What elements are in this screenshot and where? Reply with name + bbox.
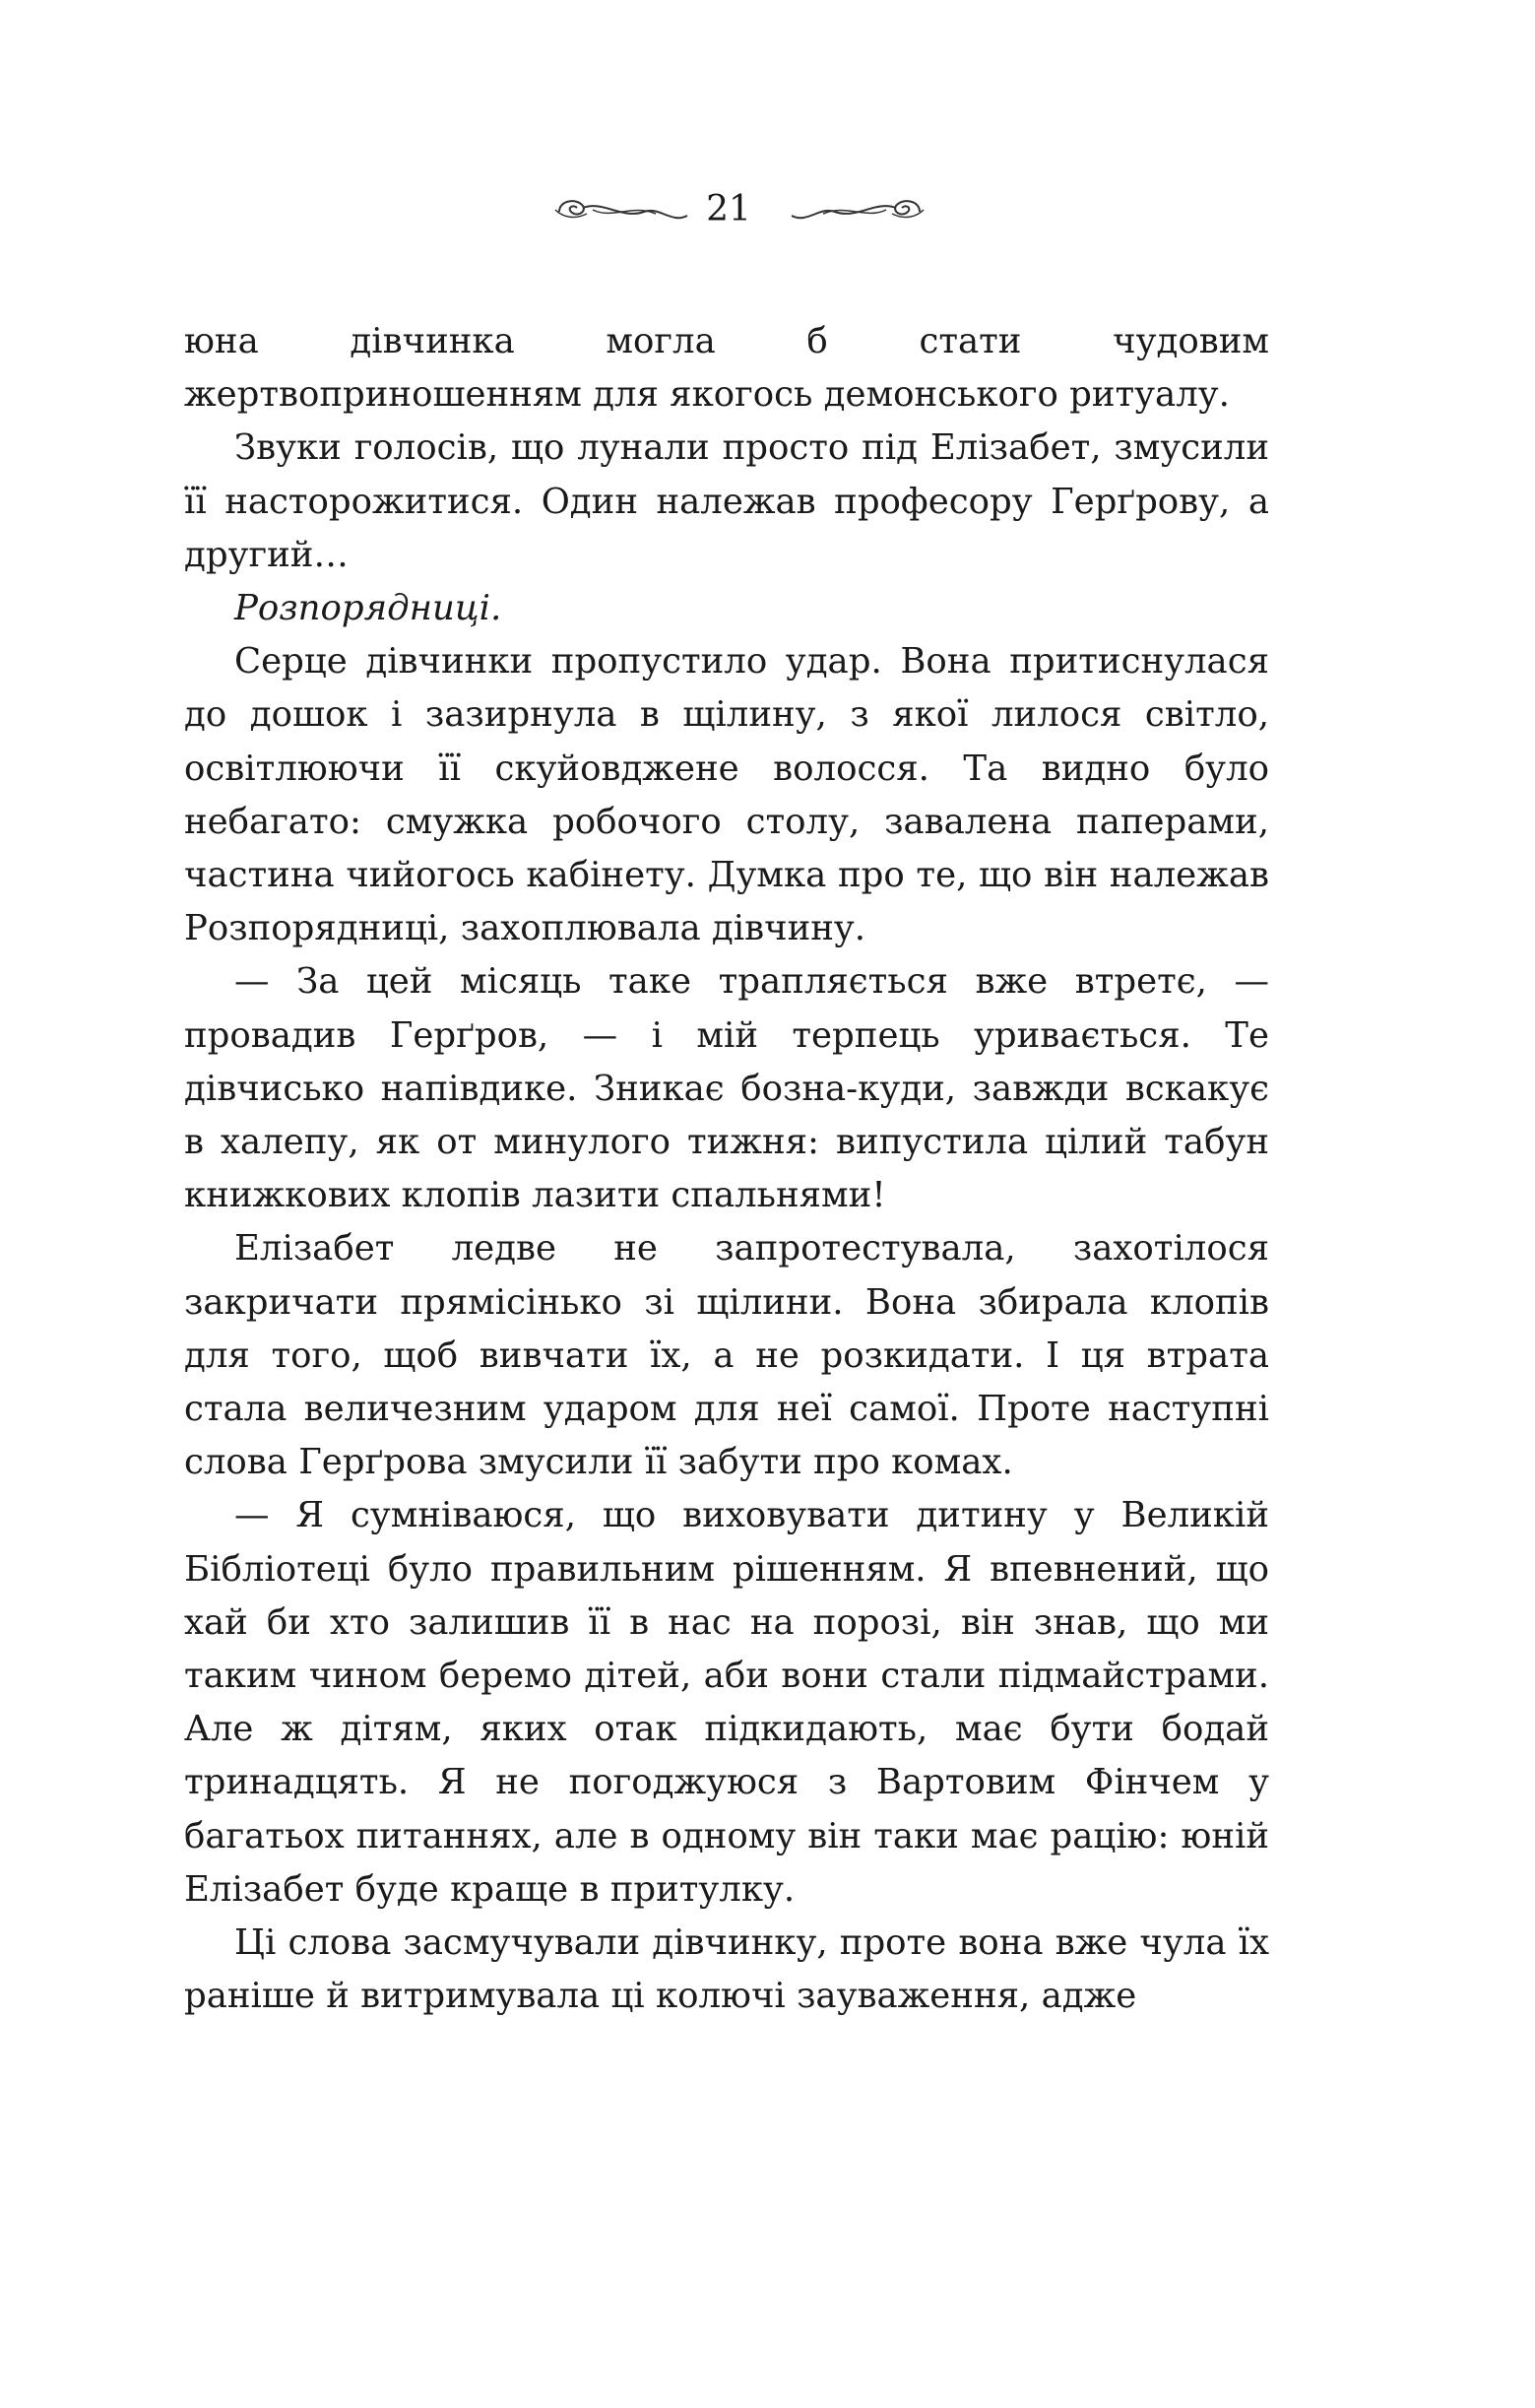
paragraph-2: Звуки голосів, що лунали просто під Елізабет, змусили її насторожитися. Один належав професору Герґрову, а другий… <box>184 427 1269 575</box>
page-header <box>0 182 1535 241</box>
right-flourish-ornament-icon <box>788 190 926 229</box>
body-text <box>184 315 1269 2024</box>
left-flourish-ornament-icon <box>553 190 691 229</box>
page-number: 21 <box>706 189 751 229</box>
paragraph-5-dialogue: — За цей місяць таке трапляється вже втретє, — провадив Герґров, — і мій терпець уривається. Те дівчисько напівдике. Зникає бозна-куди, завжди вскакує в халепу, як от минулого тижня: випустила цілий табун книжкових клопів лазити спальнями! <box>184 961 1269 1216</box>
paragraph-1: юна дівчинка могла б стати чудовим жертвоприношенням для якогось демонського ритуалу. <box>184 321 1269 416</box>
paragraph-4: Серце дівчинки пропустило удар. Вона притиснулася до дошок і зазирнула в щілину, з якої лилося світло, освітлюючи її скуйовджене волосся. Та видно було небагато: смужка робочого столу, завалена паперами, частина чийогось кабінету. Думка про те, що він належав Розпорядниці, захоплювала дівчину. <box>184 641 1269 949</box>
paragraph-6: Елізабет ледве не запротестувала, захотілося закричати прямісінько зі щілини. Вона збирала клопів для того, щоб вивчати їх, а не розкидати. І ця втрата стала величезним ударом для неї самої. Проте наступні слова Герґрова змусили її забути про комах. <box>184 1228 1269 1483</box>
paragraph-7-dialogue: — Я сумніваюся, що виховувати дитину у Великій Бібліотеці було правильним рішенням. Я впевнений, що хай би хто залишив її в нас на порозі, він знав, що ми таким чином беремо дітей, аби вони стали підмайстрами. Але ж дітям, яких отак підкидають, має бути бодай тринадцять. Я не погоджуюся з Вартовим Фінчем у багатьох питаннях, але в одному він таки має рацію: юній Елізабет буде краще в притулку. <box>184 1495 1269 1910</box>
paragraph-8: Ці слова засмучували дівчинку, проте вона вже чула їх раніше й витримувала ці колючі зауваження, адже <box>184 1922 1269 2017</box>
paragraph-3-italic: Розпорядниці. <box>234 588 502 629</box>
